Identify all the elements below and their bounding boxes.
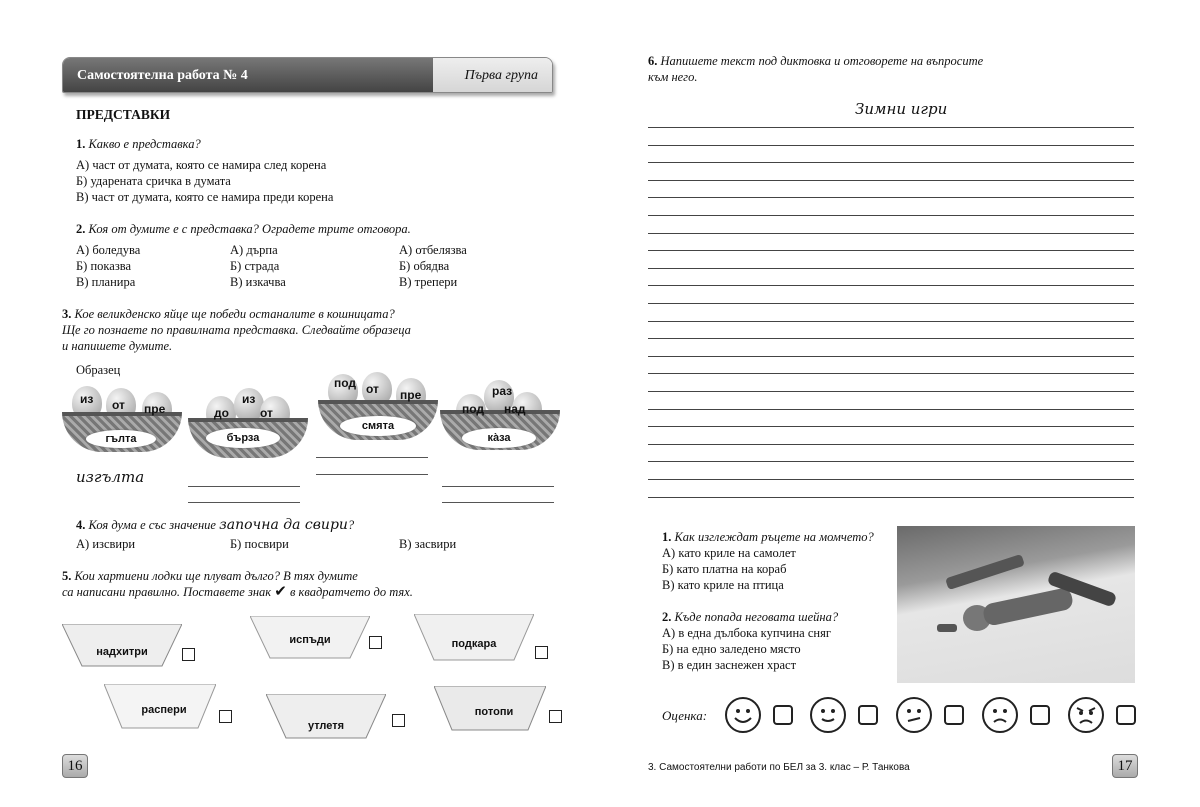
q2-option: Б) показва xyxy=(76,259,132,273)
root-label: бърза xyxy=(206,428,280,448)
writing-line[interactable] xyxy=(648,180,1134,181)
grade-checkbox[interactable] xyxy=(1030,705,1050,725)
dictation-title: Зимни игри xyxy=(855,100,948,118)
boat-word: распери xyxy=(141,704,187,716)
worksheet-header xyxy=(62,57,553,93)
writing-line[interactable] xyxy=(648,497,1134,498)
boat-checkbox[interactable] xyxy=(219,710,232,723)
answer-line[interactable] xyxy=(316,457,428,458)
prefix-label: пре xyxy=(400,388,422,402)
q1-option-b: Б) ударената сричка в думата xyxy=(76,174,231,188)
prefix-label: от xyxy=(260,406,273,420)
writing-line[interactable] xyxy=(648,426,1134,427)
q2-option: В) изкачва xyxy=(230,275,286,289)
reading-question-2: 2. Къде попада неговата шейна? А) в една дълбока купчина сняг Б) на едно заледено място В) в един заснежен храст xyxy=(662,610,839,672)
very-happy-face-icon xyxy=(725,697,761,733)
paper-boat xyxy=(266,694,386,740)
group-label: Първа група xyxy=(433,58,552,92)
writing-line[interactable] xyxy=(648,268,1134,269)
footer-credit: 3. Самостоятелни работи по БЕЛ за 3. клас – Р. Танкова xyxy=(648,762,910,773)
writing-line[interactable] xyxy=(648,127,1134,128)
egg-basket xyxy=(62,386,182,452)
root-label: смята xyxy=(340,416,416,436)
egg-basket xyxy=(188,392,308,458)
paper-boat xyxy=(104,684,224,730)
boat-checkbox[interactable] xyxy=(392,714,405,727)
writing-line[interactable] xyxy=(648,162,1134,163)
prefix-label: раз xyxy=(492,384,513,398)
writing-line[interactable] xyxy=(648,338,1134,339)
answer-line[interactable] xyxy=(442,502,554,503)
prefix-label: из xyxy=(242,392,256,406)
reading-question-1: 1. Как изглеждат ръцете на момчето? А) като криле на самолет Б) като платна на кораб В) като криле на птица xyxy=(662,530,874,592)
paper-boat xyxy=(62,624,182,670)
answer-line[interactable] xyxy=(188,502,300,503)
answer-line[interactable] xyxy=(442,486,554,487)
worksheet-title: Самостоятелна работа № 4 xyxy=(63,58,433,92)
grade-checkbox[interactable] xyxy=(773,705,793,725)
boat-checkbox[interactable] xyxy=(369,636,382,649)
q2-column-2 xyxy=(230,242,286,290)
egg-basket xyxy=(440,384,560,450)
writing-line[interactable] xyxy=(648,479,1134,480)
handwritten-meaning: започна да свири xyxy=(219,517,348,533)
writing-line[interactable] xyxy=(648,373,1134,374)
prefix-label: из xyxy=(80,392,94,406)
boat-checkbox[interactable] xyxy=(549,710,562,723)
grade-checkbox[interactable] xyxy=(944,705,964,725)
q4-option-b: Б) посвири xyxy=(230,537,289,551)
writing-line[interactable] xyxy=(648,356,1134,357)
sledding-boy-illustration xyxy=(897,526,1135,683)
writing-line[interactable] xyxy=(648,409,1134,410)
root-label: гълта xyxy=(86,430,156,448)
prefix-label: над xyxy=(504,402,526,416)
neutral-face-icon xyxy=(896,697,932,733)
question-5: 5. Кои хартиени лодки ще плуват дълго? В тях думите са написани правилно. Поставете знак ✔ в квадратчето до тях. xyxy=(62,569,413,600)
writing-line[interactable] xyxy=(648,215,1134,216)
q2-option: А) дърпа xyxy=(230,243,278,257)
sample-answer: изгълта xyxy=(76,468,145,486)
boat-checkbox[interactable] xyxy=(535,646,548,659)
q2-option: В) трепери xyxy=(399,275,458,289)
question-1: 1. Какво е представка? xyxy=(76,137,201,151)
writing-line[interactable] xyxy=(648,233,1134,234)
writing-line[interactable] xyxy=(648,391,1134,392)
grade-checkbox[interactable] xyxy=(858,705,878,725)
question-3: 3. Кое великденско яйце ще победи останалите в кошницата? Ще го познаете по правилната представка. Следвайте образеца и напишете думите. xyxy=(62,307,411,353)
q2-option: Б) страда xyxy=(230,259,280,273)
boat-checkbox[interactable] xyxy=(182,648,195,661)
prefix-label: до xyxy=(214,406,229,420)
checkmark-icon: ✔ xyxy=(274,584,287,600)
angry-face-icon xyxy=(1068,697,1104,733)
right-page-number: 17 xyxy=(1112,754,1138,778)
q2-column-1 xyxy=(76,242,140,290)
q2-option: А) боледува xyxy=(76,243,141,257)
q1-option-c: В) част от думата, която се намира преди корена xyxy=(76,190,334,204)
boat-word: надхитри xyxy=(96,646,148,658)
writing-line[interactable] xyxy=(648,444,1134,445)
sample-label: Образец xyxy=(76,363,121,377)
boat-word: потопи xyxy=(474,706,514,718)
writing-line[interactable] xyxy=(648,197,1134,198)
grade-label: Оценка: xyxy=(662,708,708,723)
happy-face-icon xyxy=(810,697,846,733)
writing-line[interactable] xyxy=(648,303,1134,304)
q2-column-3 xyxy=(399,242,467,290)
writing-line[interactable] xyxy=(648,321,1134,322)
question-4: 4. Коя дума е със значение започна да свири? xyxy=(76,517,355,533)
prefix-label: под xyxy=(462,402,485,416)
sledding-photo xyxy=(897,526,1135,683)
q4-option-c: В) засвири xyxy=(399,537,457,551)
prefix-label: пре xyxy=(144,402,166,416)
prefix-label: под xyxy=(334,376,357,390)
question-2: 2. Коя от думите е с представка? Оградете трите отговора. xyxy=(76,222,411,236)
boat-word: испъди xyxy=(289,634,331,646)
writing-line[interactable] xyxy=(648,250,1134,251)
root-label: ка̀за xyxy=(462,428,536,448)
paper-boat xyxy=(434,686,554,732)
sad-face-icon xyxy=(982,697,1018,733)
answer-line[interactable] xyxy=(316,474,428,475)
q2-option: А) отбелязва xyxy=(399,243,467,257)
writing-line[interactable] xyxy=(648,285,1134,286)
section-title: ПРЕДСТАВКИ xyxy=(76,107,171,122)
q4-option-a: А) изсвири xyxy=(76,537,136,551)
paper-boat xyxy=(414,614,534,660)
writing-line[interactable] xyxy=(648,145,1134,146)
q2-option: Б) обядва xyxy=(399,259,450,273)
boat-shape xyxy=(266,694,386,742)
egg-basket xyxy=(318,374,438,440)
grade-checkbox[interactable] xyxy=(1116,705,1136,725)
question-6: 6. Напишете текст под диктовка и отговорете на въпросите към него. xyxy=(648,54,984,84)
boat-word: подкара xyxy=(451,638,497,650)
q2-option: В) планира xyxy=(76,275,136,289)
left-page-number: 16 xyxy=(62,754,88,778)
writing-line[interactable] xyxy=(648,461,1134,462)
prefix-label: от xyxy=(366,382,379,396)
answer-line[interactable] xyxy=(188,486,300,487)
paper-boat xyxy=(250,616,370,662)
q1-option-a: А) част от думата, която се намира след корена xyxy=(76,158,327,172)
boat-word: утлетя xyxy=(307,720,345,732)
prefix-label: от xyxy=(112,398,125,412)
